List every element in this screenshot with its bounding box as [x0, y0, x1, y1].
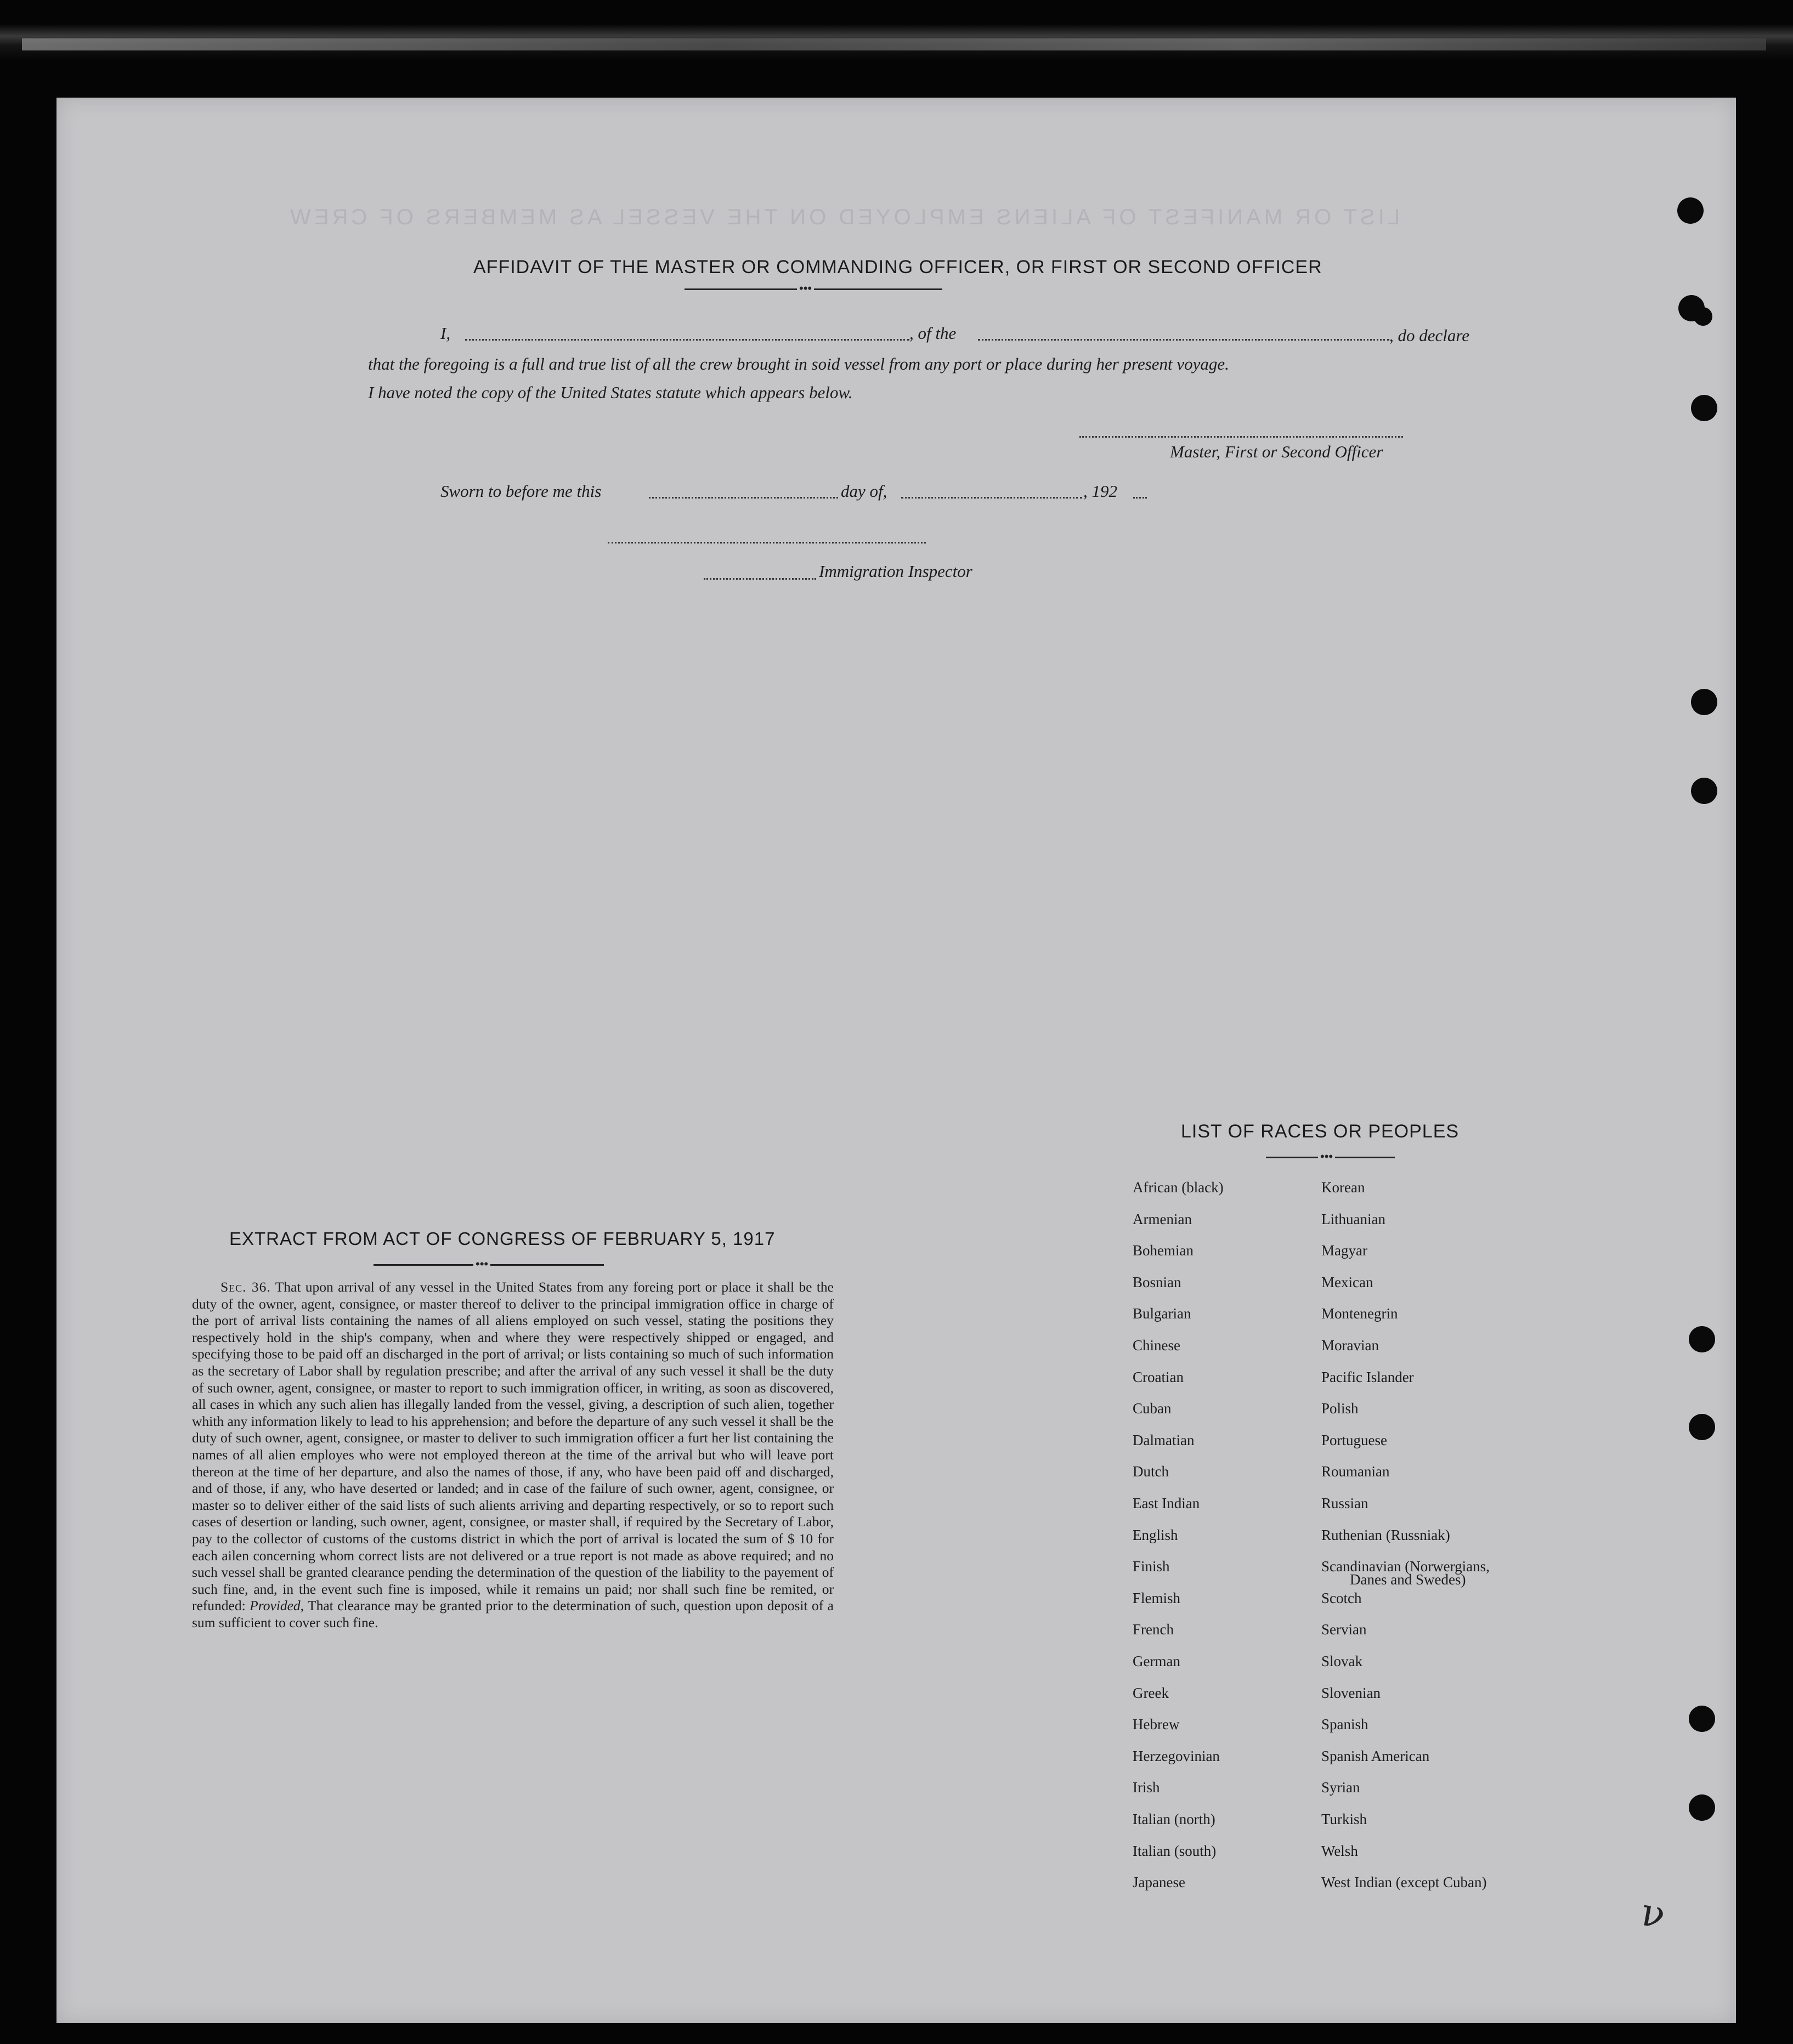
race-item: African (black): [1133, 1179, 1224, 1196]
affidavit-line-2: that the foregoing is a full and true list of all the crew brought in soid vessel from any port or place during her present voyage.: [368, 354, 1229, 373]
race-item: Herzegovinian: [1133, 1747, 1220, 1764]
race-item: Portuguese: [1321, 1431, 1387, 1448]
races-title: LIST OF RACES OR PEOPLES: [1181, 1121, 1460, 1142]
proviso-word: Provided,: [250, 1598, 304, 1614]
inspector-name-field[interactable]: [704, 578, 816, 580]
bleed-through-text: LIST OR MANIFEST OF ALIENS EMPLOYED ON THE VESSEL AS MEMBERS OF CREW: [287, 205, 1400, 229]
sworn-month-field[interactable]: [901, 497, 1082, 499]
race-item: Turkish: [1321, 1811, 1367, 1827]
race-item: Finish: [1133, 1558, 1170, 1575]
race-item: Flemish: [1133, 1589, 1181, 1606]
race-item: Lithuanian: [1321, 1210, 1385, 1227]
vessel-name-field[interactable]: [978, 339, 1389, 341]
handwritten-mark: ν: [1638, 1889, 1669, 1938]
punch-hole: [1689, 1326, 1715, 1352]
punch-hole: [1691, 395, 1717, 421]
affidavit-title: AFFIDAVIT OF THE MASTER OR COMMANDING OFFICER, OR FIRST OR SECOND OFFICER: [473, 257, 1322, 278]
race-item: Scotch: [1321, 1589, 1362, 1606]
race-item: Croatian: [1133, 1368, 1184, 1385]
race-item: Italian (north): [1133, 1811, 1215, 1827]
race-item: Ruthenian (Russniak): [1321, 1526, 1450, 1543]
inspector-signature-field[interactable]: [608, 542, 926, 543]
declare-label: , do declare: [1389, 326, 1470, 345]
sworn-year-field[interactable]: [1133, 497, 1147, 499]
of-the-label: , of the: [909, 324, 957, 343]
declarant-prefix: I,: [440, 324, 451, 343]
race-item: West Indian (except Cuban): [1321, 1874, 1487, 1891]
punch-hole: [1694, 307, 1712, 326]
officer-signature-label: Master, First or Second Officer: [1170, 442, 1383, 461]
punch-hole: [1689, 1706, 1715, 1732]
race-item-continuation: Danes and Swedes): [1350, 1571, 1466, 1588]
punch-hole: [1689, 1794, 1715, 1821]
race-item: French: [1133, 1621, 1174, 1638]
race-item: Magyar: [1321, 1242, 1367, 1259]
race-item: East Indian: [1133, 1495, 1200, 1511]
inspector-label: Immigration Inspector: [819, 562, 972, 581]
race-item: Italian (south): [1133, 1842, 1217, 1859]
extract-title: EXTRACT FROM ACT OF CONGRESS OF FEBRUARY 5, 1917: [229, 1228, 776, 1249]
race-item: Hebrew: [1133, 1716, 1180, 1733]
race-item: Dalmatian: [1133, 1431, 1195, 1448]
race-item: Cuban: [1133, 1400, 1172, 1417]
scan-border-top: [0, 0, 1793, 60]
race-item: Montenegrin: [1321, 1305, 1398, 1322]
statute-text: [192, 1279, 834, 1631]
punch-hole: [1689, 1414, 1715, 1440]
document-page: [56, 98, 1736, 2023]
race-item: Slovenian: [1321, 1684, 1381, 1701]
race-item: Dutch: [1133, 1463, 1169, 1480]
punch-hole: [1691, 778, 1717, 804]
proviso-text: That clearance may be granted prior to the determination of such, question upon deposit of a sum sufficient to cover such fine.: [192, 1598, 834, 1630]
race-item: Welsh: [1321, 1842, 1358, 1859]
race-item: Servian: [1321, 1621, 1367, 1638]
race-item: Greek: [1133, 1684, 1169, 1701]
sworn-prefix: Sworn to before me this: [440, 482, 602, 501]
declarant-name-field[interactable]: [465, 339, 909, 341]
sworn-day-field[interactable]: [649, 497, 838, 499]
statute-body: That upon arrival of any vessel in the United States from any foreing port or place it shall be the duty of the owner, agent, consignee, or master thereof to deliver to the principal immigration office in charge of the port of arrival lists containing the names of all aliens employed on such vessel, stating the positions they respectively hold in the ship's company, when and where they were respectively shipped or engaged, and specifying those to be paid off an discharged in the port of arrival; or lists containing so much of such information as the secretary of Labor shall by regulation prescribe; and after the arrival of any such vessel it shall be the duty of such owner, agent, consignee, or master to report to such immigration officer, in writing, as soon as discovered, all cases in which any such alien has illegally landed from the vessel, giving, a description of such alien, together whith any information likely to lead to his apprehension; and before the departure of any such vessel it shall be the duty of such owner, agent, consignee, or master to deliver to such immigration officer a furt her list containing the names of all alien employes who were not employed thereon at the time of the arrival but who will leave port thereon at the time of her departure, and also the names of those, if any, who have been paid off and discharged, and of those, if any, who have deserted or landed; and in case of the failure of such owner, agent, consignee, or master so to deliver either of the said lists of such alients arriving and departing respectively, or so to report such cases of desertion or landing, such owner, agent, consignee, or master shall, if required by the Secretary of Labor, pay to the collector of customs of the customs district in which the port of arrival is located the sum of $ 10 for each ailen concerning whom correct lists are not delivered or a true report is not made as above required; and no such vessel shall be granted clearance pending the determination of the question of the liability to the payement of such fine, and, in the event such fine is imposed, while it remains un paid; nor shall such fine be remited, or refunded:: [192, 1279, 834, 1614]
section-label: Sec. 36.: [220, 1279, 271, 1295]
race-item: Bosnian: [1133, 1273, 1181, 1290]
race-item: Spanish: [1321, 1716, 1368, 1733]
sworn-day-label: day of,: [841, 482, 887, 501]
punch-hole: [1691, 689, 1717, 715]
race-item: English: [1133, 1526, 1178, 1543]
sworn-year-label: , 192: [1083, 482, 1117, 501]
scan-edge-strip: [22, 38, 1766, 50]
race-item: Syrian: [1321, 1779, 1360, 1796]
race-item: Slovak: [1321, 1653, 1363, 1669]
race-item: Moravian: [1321, 1337, 1379, 1354]
race-item: Bohemian: [1133, 1242, 1194, 1259]
race-item: Russian: [1321, 1495, 1368, 1511]
punch-hole: [1677, 197, 1704, 224]
race-item: Armenian: [1133, 1210, 1192, 1227]
title-ornament: •••: [797, 281, 814, 296]
race-item: Roumanian: [1321, 1463, 1390, 1480]
extract-ornament: •••: [473, 1257, 490, 1271]
officer-signature-field[interactable]: [1079, 436, 1403, 438]
races-ornament: •••: [1318, 1150, 1335, 1164]
race-item: Mexican: [1321, 1273, 1373, 1290]
race-item: German: [1133, 1653, 1180, 1669]
race-item: Korean: [1321, 1179, 1365, 1196]
race-item: Spanish American: [1321, 1747, 1430, 1764]
race-item: Japanese: [1133, 1874, 1185, 1891]
race-item: Polish: [1321, 1400, 1359, 1417]
affidavit-line-3: I have noted the copy of the United States statute which appears below.: [368, 383, 853, 402]
race-item: Irish: [1133, 1779, 1160, 1796]
race-item: Chinese: [1133, 1337, 1180, 1354]
race-item: Bulgarian: [1133, 1305, 1191, 1322]
race-item: Pacific Islander: [1321, 1368, 1414, 1385]
race-item: Scandinavian (Norwergians,: [1321, 1558, 1490, 1575]
